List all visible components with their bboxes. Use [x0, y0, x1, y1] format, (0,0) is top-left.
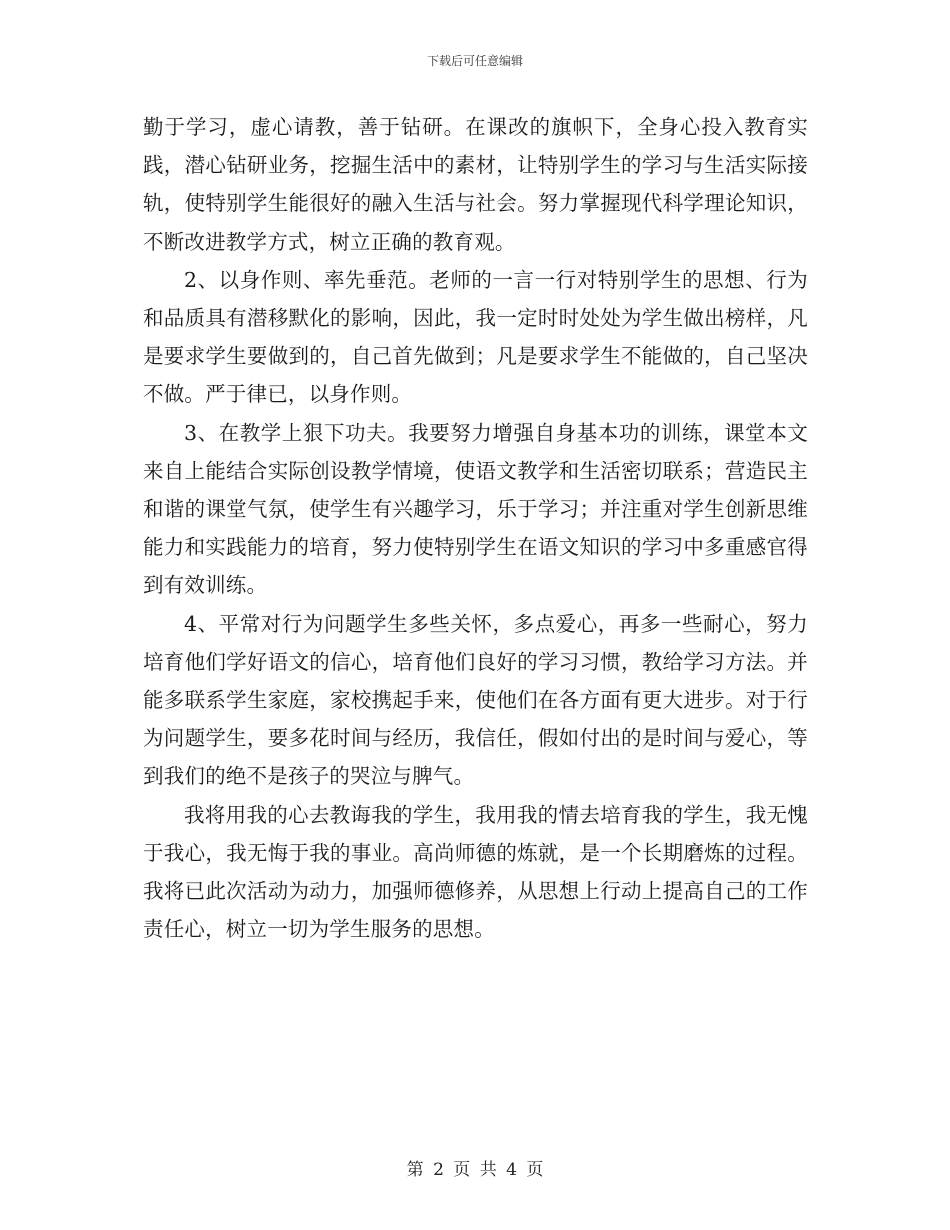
- page-header: 下载后可任意编辑: [426, 54, 523, 68]
- paragraph-2: 2、以身作则、率先垂范。老师的一言一行对特别学生的思想、行为和品质具有潜移默化的影响，因此，我一定时时处处为学生做出榜样，凡是要求学生要做到的，自己首先做到；凡是要求学生不能做的，自己坚决不做。严于律已，以身作则。: [143, 267, 808, 407]
- page-footer: 第 2 页 共 4 页: [406, 1160, 544, 1180]
- paragraph-4: 4、平常对行为问题学生多些关怀，多点爱心，再多一些耐心，努力培育他们学好语文的信心，培育他们良好的学习习惯，教给学习方法。并能多联系学生家庭，家校携起手来，使他们在各方面有更大进步。对于行为问题学生，要多花时间与经历，我信任，假如付出的是时间与爱心，等到我们的绝不是孩子的哭泣与脾气。: [143, 611, 808, 789]
- paragraph-1: 勤于学习，虚心请教，善于钻研。在课改的旗帜下，全身心投入教育实践，潜心钻研业务，挖掘生活中的素材，让特别学生的学习与生活实际接轨，使特别学生能很好的融入生活与社会。努力掌握现代科学理论知识，不断改进教学方式，树立正确的教育观。: [143, 115, 808, 254]
- document-body: [143, 108, 808, 948]
- paragraph-3: 3、在教学上狠下功夫。我要努力增强自身基本功的训练，课堂本文来自上能结合实际创设教学情境，使语文教学和生活密切联系；营造民主和谐的课堂气氛，使学生有兴趣学习，乐于学习；并注重对学生创新思维能力和实践能力的培育，努力使特别学生在语文知识的学习中多重感官得到有效训练。: [143, 420, 808, 598]
- paragraph-5: 我将用我的心去教诲我的学生，我用我的情去培育我的学生，我无愧于我心，我无悔于我的事业。高尚师德的炼就，是一个长期磨炼的过程。我将已此次活动为动力，加强师德修养，从思想上行动上提高自己的工作责任心，树立一切为学生服务的思想。: [143, 802, 808, 942]
